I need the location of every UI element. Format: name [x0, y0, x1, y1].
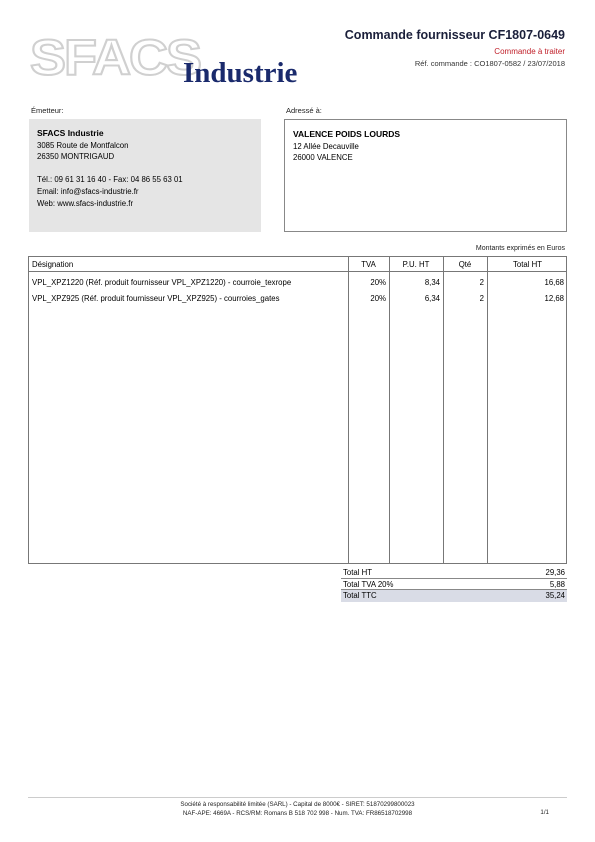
totals-block: [341, 567, 567, 602]
company-logo: [28, 32, 313, 88]
col-header-total-ht: Total HT: [512, 260, 543, 269]
row2-total-ht: 12,68: [544, 294, 564, 303]
logo-mark: SFACS: [30, 32, 201, 85]
recipient-address-line1: 12 Allée Decauville: [293, 141, 359, 151]
footer-line1: Société à responsabilité limitée (SARL) - Capital de 8000€ - SIRET: 51870299800023: [180, 801, 415, 808]
row1-quantity: 2: [479, 278, 484, 287]
col-header-quantity: Qté: [458, 260, 472, 269]
sender-address-box: [29, 119, 261, 232]
sender-website: Web: www.sfacs-industrie.fr: [37, 198, 134, 208]
currency-note: Montants exprimés en Euros: [475, 245, 565, 252]
row1-designation: VPL_XPZ1220 (Réf. produit fournisseur VPL_XPZ1220) - courroie_texrope: [32, 278, 292, 287]
logo-word: Industrie: [183, 57, 298, 88]
recipient-label: Adressé à:: [286, 106, 322, 115]
total-ht-value: 29,36: [545, 568, 565, 577]
logo-graphic: [28, 32, 313, 88]
row2-tva: 20%: [370, 294, 386, 303]
sender-name: SFACS Industrie: [37, 128, 104, 138]
order-status: Commande à traiter: [494, 47, 565, 56]
page-number: 1/1: [540, 809, 549, 816]
total-ht-label: Total HT: [343, 568, 373, 577]
row1-tva: 20%: [370, 278, 386, 287]
total-tva-row: [341, 579, 567, 591]
row2-unit-price: 6,34: [424, 294, 440, 303]
total-ttc-label: Total TTC: [343, 591, 377, 601]
order-reference: Réf. commande : CO1807-0582 / 23/07/2018: [414, 59, 565, 68]
total-ht-row: [341, 567, 567, 579]
sender-label: Émetteur:: [31, 106, 64, 115]
footer-line2: NAF-APE: 4669A - RCS/RM: Romans B 518 702 998 - Num. TVA: FR86518702998: [182, 810, 413, 817]
row2-quantity: 2: [479, 294, 484, 303]
document-header: [345, 28, 565, 68]
row1-total-ht: 16,68: [544, 278, 564, 287]
row2-designation: VPL_XPZ925 (Réf. produit fournisseur VPL_XPZ925) - courroies_gates: [32, 294, 280, 303]
order-lines-table: [28, 256, 567, 564]
col-header-tva: TVA: [361, 260, 376, 269]
row1-unit-price: 8,34: [424, 278, 440, 287]
total-ttc-row: [341, 590, 567, 602]
total-ttc-value: 35,24: [545, 591, 565, 601]
sender-phone: Tél.: 09 61 31 16 40 - Fax: 04 86 55 63 01: [37, 175, 183, 185]
recipient-address-line2: 26000 VALENCE: [293, 153, 353, 163]
sender-address-line1: 3085 Route de Montfalcon: [37, 140, 129, 150]
recipient-name: VALENCE POIDS LOURDS: [293, 129, 401, 139]
total-tva-label: Total TVA 20%: [343, 579, 394, 589]
total-tva-value: 5,88: [549, 579, 565, 589]
recipient-address-box: [284, 119, 567, 232]
col-header-designation: Désignation: [32, 260, 74, 269]
sender-address-line2: 26350 MONTRIGAUD: [37, 152, 115, 162]
document-title: Commande fournisseur CF1807-0649: [344, 28, 565, 42]
legal-footer: [0, 800, 595, 818]
sender-email: Email: info@sfacs-industrie.fr: [37, 186, 139, 196]
footer-divider: [28, 797, 567, 798]
col-header-unit-price: P.U. HT: [402, 260, 430, 269]
